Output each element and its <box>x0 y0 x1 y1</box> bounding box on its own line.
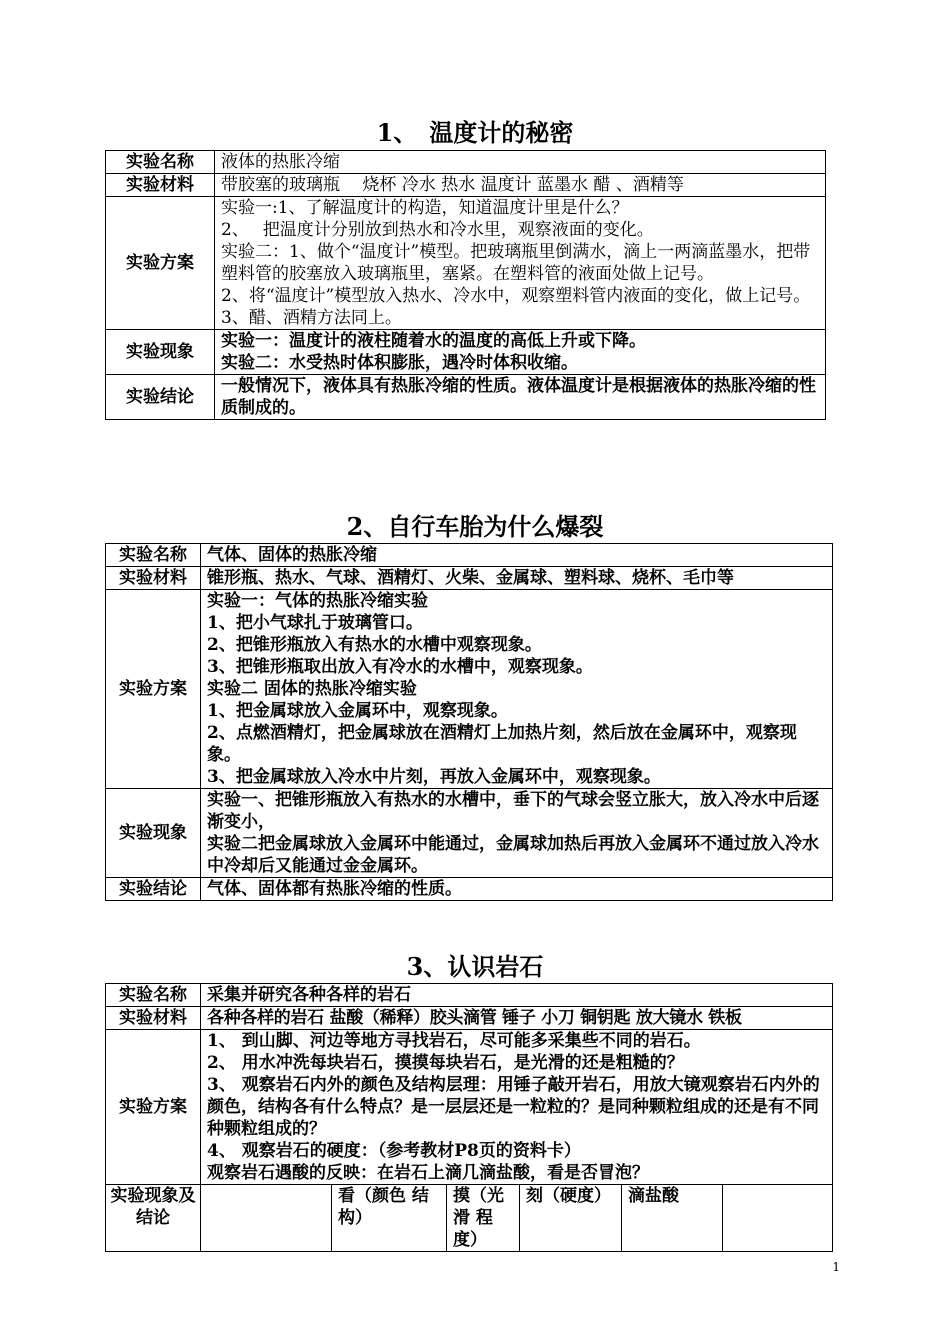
result-col-acid: 滴盐酸 <box>622 1185 723 1252</box>
experiment-plan: 1、 到山脚、河边等地方寻找岩石，尽可能多采集些不同的岩石。 2、 用水冲洗每块岩石，摸摸每块岩石，是光滑的还是粗糙的？ 3、 观察岩石内外的颜色及结构层理：用锤子敲开岩石，用放大镜观察岩石内外的颜色，结构各有什么特点？是一层层还是一粒粒的？是同种颗粒组成的还是有不同种颗粒组成的？ 4、 观察岩石的硬度：（参考教材P8页的资料卡） 观察岩石遇酸的反映：在岩石上滴几滴盐酸，看是否冒泡？ <box>201 1030 833 1185</box>
experiment-materials: 带胶塞的玻璃瓶 烧杯 冷水 热水 温度计 蓝墨水 醋 、酒精等 <box>215 174 826 197</box>
result-cell-blank <box>201 1185 332 1252</box>
label-plan: 实验方案 <box>106 1030 201 1185</box>
section-2-title: 2、自行车胎为什么爆裂 <box>346 512 604 541</box>
label-plan: 实验方案 <box>106 197 215 330</box>
experiment-name: 液体的热胀冷缩 <box>215 151 826 174</box>
experiment-plan: 实验一：气体的热胀冷缩实验 1、把小气球扎于玻璃管口。 2、把锥形瓶放入有热水的水槽中观察现象。 3、把锥形瓶取出放入有冷水的水槽中，观察现象。 实验二 固体的热胀冷缩实验 1、把金属球放入金属环中，观察现象。 2、点燃酒精灯，把金属球放在酒精灯上加热片刻，然后放在金属环中，观察现象。 3、把金属球放入冷水中片刻，再放入金属环中，观察现象。 <box>201 590 833 789</box>
section-2-table <box>105 543 833 901</box>
experiment-plan: 实验一:1、了解温度计的构造，知道温度计里是什么？ 2、 把温度计分别放到热水和冷水里，观察液面的变化。 实验二：1、做个“温度计”模型。把玻璃瓶里倒满水，滴上一两滴蓝墨水，把带塑料管的胶塞放入玻璃瓶里，塞紧。在塑料管的液面处做上记号。 2、将“温度计”模型放入热水、冷水中，观察塑料管内液面的变化，做上记号。 3、醋、酒精方法同上。 <box>215 197 826 330</box>
label-phenomenon: 实验现象 <box>106 330 215 375</box>
experiment-materials: 各种各样的岩石 盐酸（稀释）胶头滴管 锤子 小刀 铜钥匙 放大镜水 铁板 <box>201 1007 833 1030</box>
label-materials: 实验材料 <box>106 174 215 197</box>
result-cell-extra <box>723 1185 833 1252</box>
label-conclusion: 实验结论 <box>106 878 201 901</box>
result-col-look: 看（颜色 结构） <box>332 1185 447 1252</box>
experiment-materials: 锥形瓶、热水、气球、酒精灯、火柴、金属球、塑料球、烧杯、毛巾等 <box>201 567 833 590</box>
label-conclusion: 实验结论 <box>106 375 215 420</box>
experiment-conclusion: 气体、固体都有热胀冷缩的性质。 <box>201 878 833 901</box>
label-result: 实验现象及结论 <box>106 1185 201 1252</box>
label-name: 实验名称 <box>106 151 215 174</box>
label-name: 实验名称 <box>106 984 201 1007</box>
result-col-touch: 摸（光滑 程度） <box>447 1185 520 1252</box>
section-3-title: 3、认识岩石 <box>406 952 544 981</box>
experiment-name: 气体、固体的热胀冷缩 <box>201 544 833 567</box>
experiment-conclusion: 一般情况下，液体具有热胀冷缩的性质。液体温度计是根据液体的热胀冷缩的性质制成的。 <box>215 375 826 420</box>
section-3-table <box>105 983 833 1252</box>
label-name: 实验名称 <box>106 544 201 567</box>
experiment-phenomenon: 实验一：温度计的液柱随着水的温度的高低上升或下降。 实验二：水受热时体积膨胀，遇冷时体积收缩。 <box>215 330 826 375</box>
page-number: 1 <box>832 1260 840 1274</box>
label-phenomenon: 实验现象 <box>106 789 201 878</box>
label-materials: 实验材料 <box>106 1007 201 1030</box>
section-1-table <box>105 150 826 420</box>
label-materials: 实验材料 <box>106 567 201 590</box>
experiment-phenomenon: 实验一、把锥形瓶放入有热水的水槽中，垂下的气球会竖立胀大，放入冷水中后逐渐变小， 实验二把金属球放入金属环中能通过，金属球加热后再放入金属环不通过放入冷水中冷却后又能通过金金属环。 <box>201 789 833 878</box>
experiment-name: 采集并研究各种各样的岩石 <box>201 984 833 1007</box>
result-col-scratch: 刻（硬度） <box>520 1185 622 1252</box>
label-plan: 实验方案 <box>106 590 201 789</box>
section-1-title: 1、 温度计的秘密 <box>376 118 574 147</box>
